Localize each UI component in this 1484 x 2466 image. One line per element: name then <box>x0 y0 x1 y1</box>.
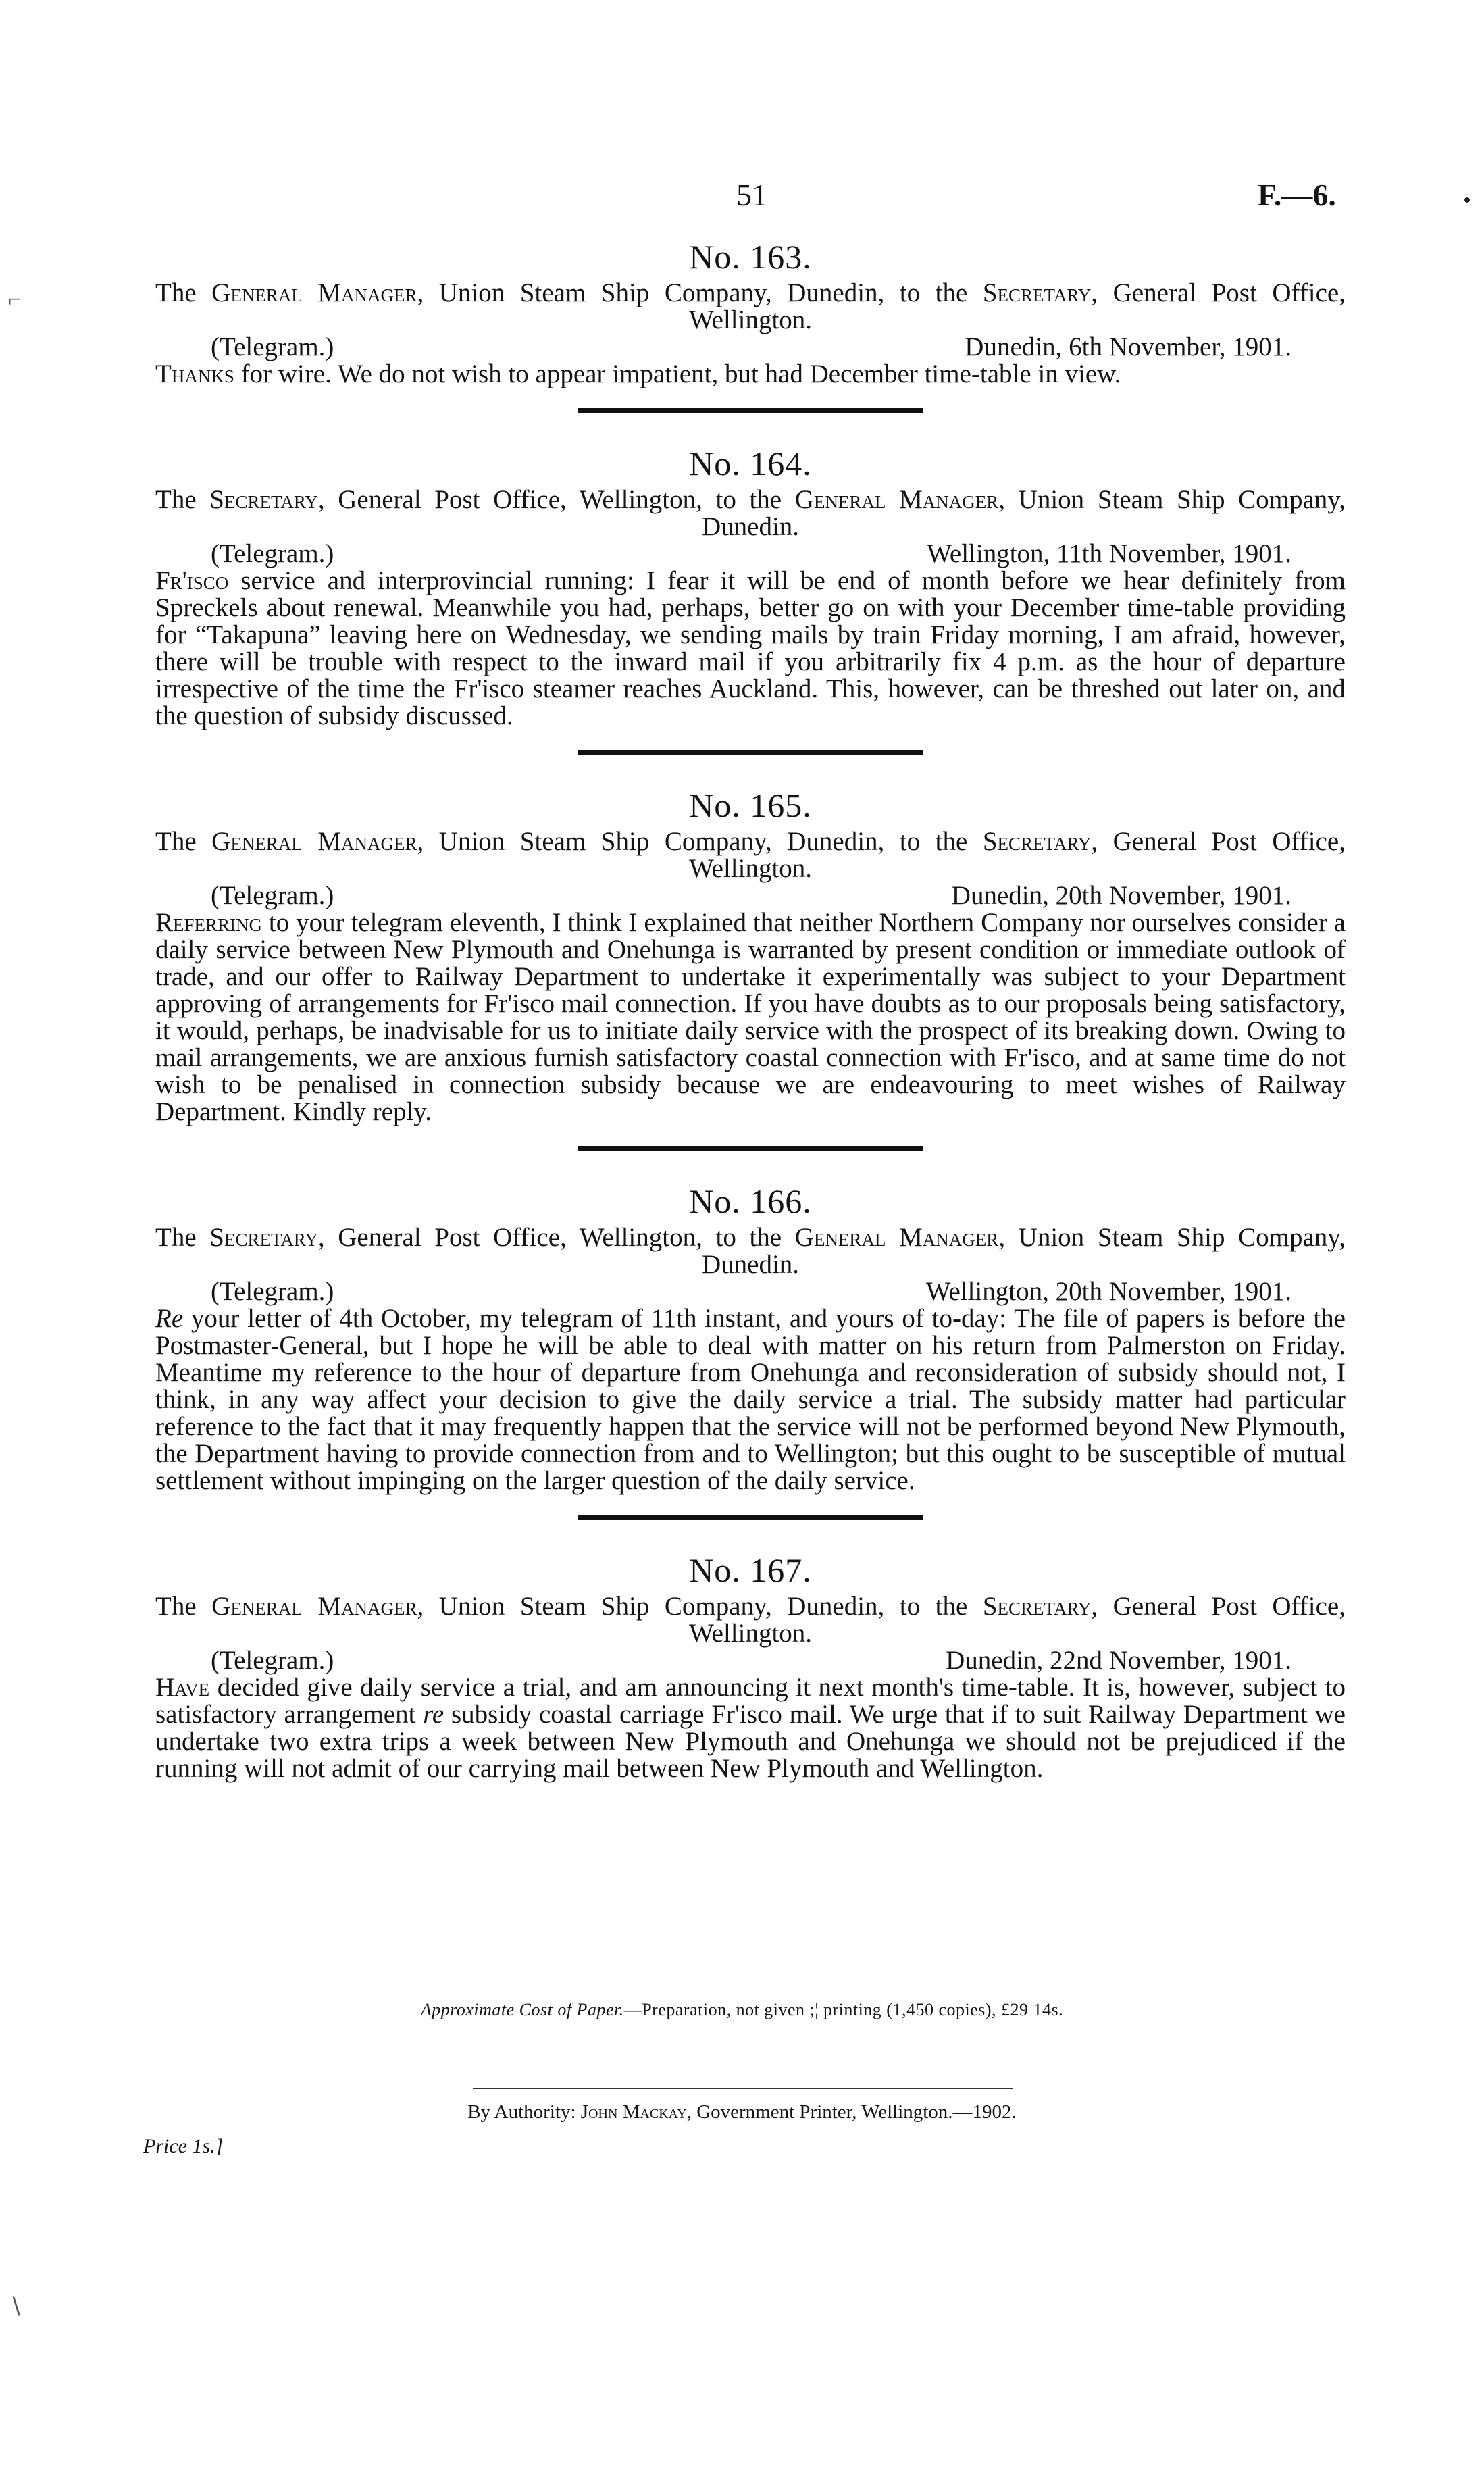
letter-number: No. 164. <box>689 445 812 482</box>
margin-dot-mark <box>1464 197 1470 203</box>
cost-of-paper <box>0 2000 1484 2020</box>
letter-number: No. 163. <box>689 238 812 276</box>
addressee-name: Secretary <box>209 485 318 514</box>
opening-word: Thanks <box>155 359 234 388</box>
letter-number: No. 165. <box>689 786 812 824</box>
letter-number: No. 167. <box>689 1551 812 1589</box>
footer-divider <box>473 2088 1013 2089</box>
place-date: Dunedin, 20th November, 1901. <box>951 881 1291 910</box>
cost-label: Approximate Cost of Paper. <box>420 2000 624 2019</box>
letter-section <box>155 1182 1346 1520</box>
addressee-name: Secretary <box>982 827 1092 856</box>
addressee-name: Secretary <box>209 1223 318 1252</box>
section-divider <box>578 1146 923 1151</box>
addressee-name: Secretary <box>982 278 1092 307</box>
place-date: Dunedin, 6th November, 1901. <box>965 332 1291 361</box>
place-date: Wellington, 20th November, 1901. <box>925 1277 1291 1306</box>
addressee-name: Secretary <box>982 1592 1092 1621</box>
page-header <box>0 177 1484 218</box>
letter-number: No. 166. <box>689 1182 812 1220</box>
letter-section <box>155 238 1346 413</box>
letters-column <box>155 238 1346 1782</box>
margin-mark: ⌐ <box>8 287 22 312</box>
letter-section <box>155 445 1346 755</box>
opening-word: Have <box>155 1673 210 1702</box>
addressee-name: General Manager <box>211 827 417 856</box>
document-code: F.—6. <box>1258 178 1336 212</box>
printer-authority <box>0 2101 1484 2123</box>
section-divider <box>578 750 923 755</box>
letter-heading: The General Manager, Union Steam Ship Company, Dunedin, to the Secretary, General Post Office, Wellington. <box>155 1592 1346 1648</box>
addressee-name: General Manager <box>794 1223 999 1252</box>
italic-term: re <box>423 1700 444 1729</box>
letter-heading: The General Manager, Union Steam Ship Company, Dunedin, to the Secretary, General Post Office, Wellington. <box>155 278 1346 334</box>
letter-section <box>155 1551 1346 1782</box>
printer-name: John Mackay <box>580 2101 687 2123</box>
letter-body: Fr'isco service and interprovincial running: I fear it will be end of month before we hear definitely from Spreckels about renewal. Meanwhile you had, perhaps, better go on with your December time-table providing for “Takapuna” leaving here on Wednesday, we sending mails by train Friday morning, I am afraid, however, there will be trouble with respect to the inward mail if you arbitrarily fix 4 p.m. as the hour of departure irrespective of the time the Fr'isco steamer reaches Auckland. This, however, can be threshed out later on, and the question of subsidy discussed. <box>155 566 1346 730</box>
letter-heading: The General Manager, Union Steam Ship Company, Dunedin, to the Secretary, General Post Office, Wellington. <box>155 827 1346 883</box>
letter-meta <box>155 1278 1346 1305</box>
letter-heading: The Secretary, General Post Office, Wellington, to the General Manager, Union Steam Ship Company, Dunedin. <box>155 1223 1346 1279</box>
letter-meta <box>155 1647 1346 1674</box>
margin-mark: ∖ <box>8 2295 23 2320</box>
letter-body: Have decided give daily service a trial, and am announcing it next month's time-table. It is, however, subject to satisfactory arrangement re subsidy coastal carriage Fr'isco mail. We urge that if to suit Railway Department we undertake two extra trips a week between New Plymouth and Onehunga we should not be prejudiced if the running will not admit of our carrying mail between New Plymouth and Wellington. <box>155 1673 1346 1783</box>
letter-body: Thanks for wire. We do not wish to appear impatient, but had December time-table in view. <box>155 359 1121 388</box>
letter-type: (Telegram.) <box>211 881 334 910</box>
page-number: 51 <box>736 178 767 212</box>
place-date: Wellington, 11th November, 1901. <box>927 539 1291 568</box>
section-divider <box>578 408 923 413</box>
opening-word: Referring <box>155 908 263 937</box>
letter-type: (Telegram.) <box>211 1646 334 1675</box>
addressee-name: General Manager <box>211 278 417 307</box>
price: Price 1s.] <box>143 2135 224 2157</box>
letter-heading: The Secretary, General Post Office, Wellington, to the General Manager, Union Steam Ship Company, Dunedin. <box>155 485 1346 541</box>
letter-body: Re your letter of 4th October, my telegram of 11th instant, and yours of to-day: The file of papers is before the Postmaster-General, but I hope he will be able to deal with matter on his return from Palmerston on Friday. Meantime my reference to the hour of departure from Onehunga and reconsideration of subsidy should not, I think, in any way affect your decision to give the daily service a trial. The subsidy matter had particular reference to the fact that it may frequently happen that the service will not be performed beyond New Plymouth, the Department having to provide connection from and to Wellington; but this ought to be susceptible of mutual settlement without impinging on the larger question of the daily service. <box>155 1304 1346 1495</box>
addressee-name: General Manager <box>794 485 999 514</box>
opening-word: Re <box>155 1304 184 1333</box>
authority-suffix: , Government Printer, Wellington.—1902. <box>686 2101 1017 2123</box>
letter-body: Referring to your telegram eleventh, I think I explained that neither Northern Company nor ourselves consider a daily service between New Plymouth and Onehunga is warranted by present condition or immediate outlook of trade, and our offer to Railway Department to undertake it experimentally was subject to your Department approving of arrangements for Fr'isco mail connection. If you have doubts as to our proposals being satisfactory, it would, perhaps, be inadvisable for us to initiate daily service with the prospect of its breaking down. Owing to mail arrangements, we are anxious furnish satisfactory coastal connection with Fr'isco, and at same time do not wish to be penalised in connection subsidy because we are endeavouring to meet wishes of Railway Department. Kindly reply. <box>155 908 1346 1126</box>
section-divider <box>578 1515 923 1520</box>
letter-type: (Telegram.) <box>211 332 334 361</box>
addressee-name: General Manager <box>211 1592 417 1621</box>
authority-prefix: By Authority: <box>467 2101 581 2123</box>
letter-type: (Telegram.) <box>211 539 334 568</box>
place-date: Dunedin, 22nd November, 1901. <box>946 1646 1291 1675</box>
letter-section <box>155 786 1346 1151</box>
letter-type: (Telegram.) <box>211 1277 334 1306</box>
letter-meta <box>155 540 1346 568</box>
cost-text: —Preparation, not given ;¦ printing (1,450 copies), £29 14s. <box>623 2000 1064 2019</box>
letter-meta <box>155 882 1346 909</box>
opening-word: Fr'isco <box>155 566 229 595</box>
letter-meta <box>155 334 1346 361</box>
